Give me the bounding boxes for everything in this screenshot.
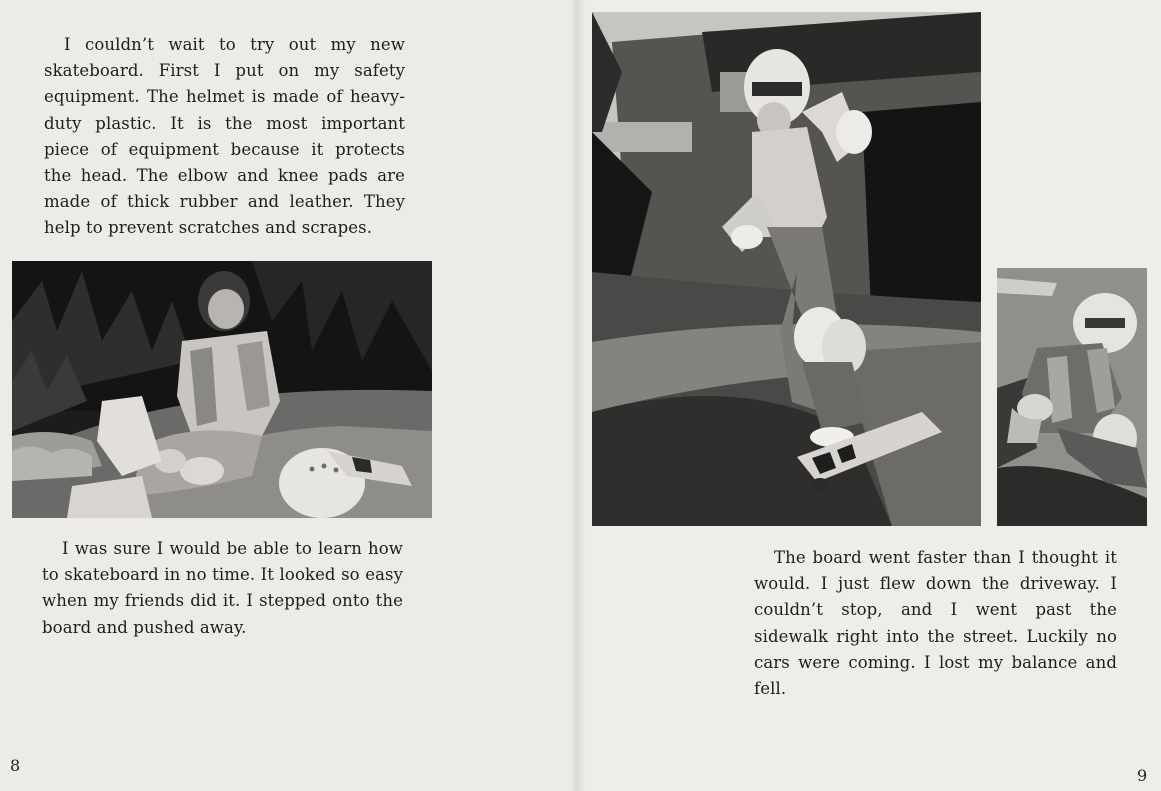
left-paragraph-1: I couldn’t wait to try out my new skateboard. First I put on my safety equipment. The helmet is made of heavy-duty plastic. It is the most important piece of equipment because it protects the head. The elbow and knee pads are made of thick rubber and leather. They help to prevent scratches and scrapes.: [44, 35, 405, 238]
right-paragraph-1: The board went faster than I thought it would. I just flew down the driveway. I couldn’t stop, and I went past the sidewalk right into the street. Luckily no cars were coming. I lost my balance and fell.: [754, 548, 1117, 699]
book-gutter: [570, 0, 586, 791]
page-number-left: 8: [10, 756, 21, 775]
photo-child-after-fall: [997, 268, 1147, 526]
page-number-right: 9: [1137, 766, 1148, 785]
left-paragraph-2: I was sure I would be able to learn how to skateboard in no time. It looked so easy when my friends did it. I stepped onto the board and pushed away.: [42, 539, 403, 637]
photo-child-putting-on-pads: [12, 261, 432, 518]
photo-child-riding-skateboard: [592, 12, 981, 526]
